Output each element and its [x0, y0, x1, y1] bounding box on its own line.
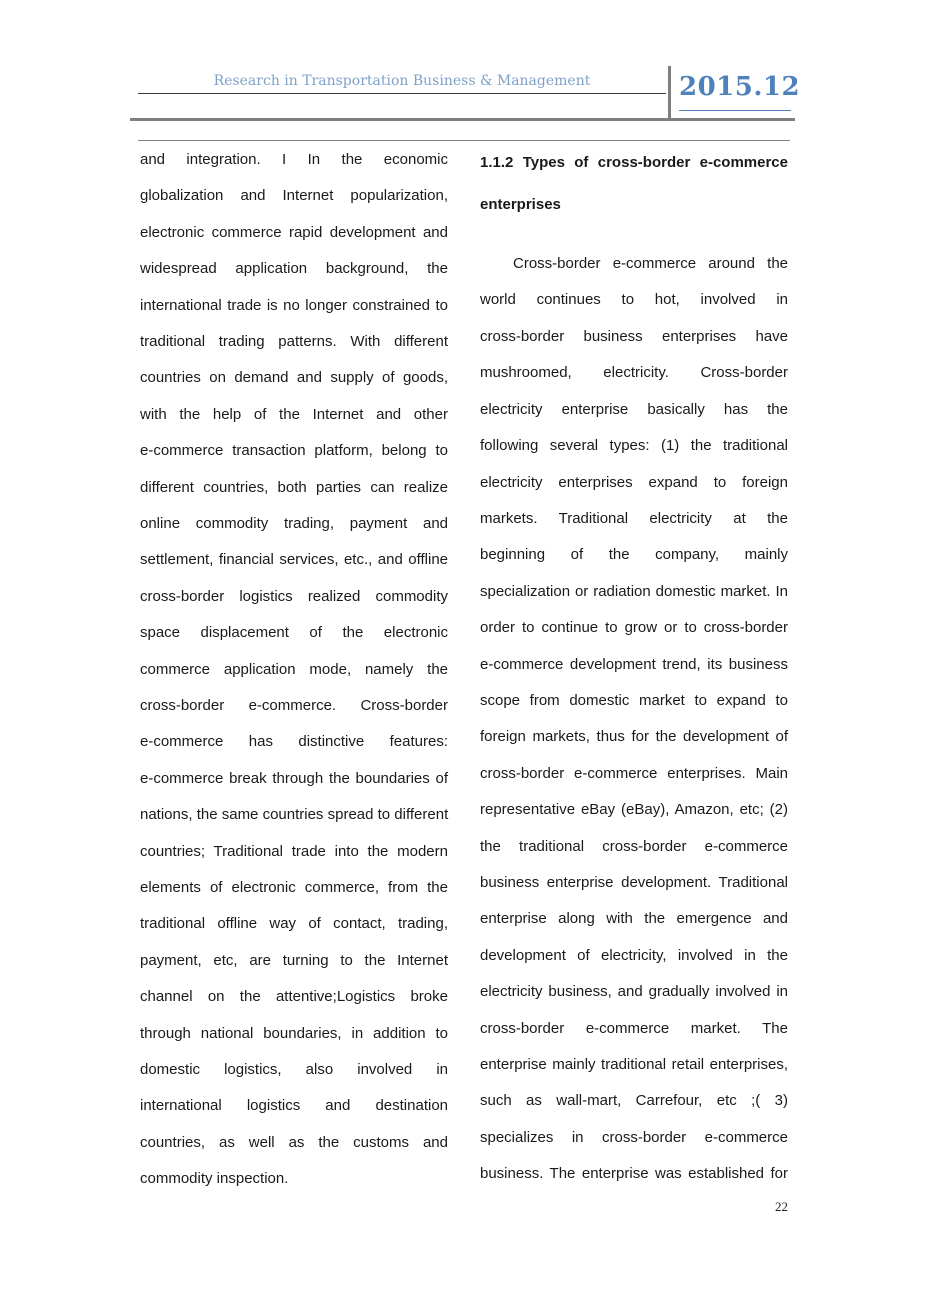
body-text-line: order to continue to grow or to cross-border	[480, 619, 788, 636]
body-text-line: enterprise along with the emergence and	[480, 910, 788, 927]
body-text-line: countries, as well as the customs and	[140, 1134, 448, 1151]
body-text-line: nations, the same countries spread to different	[140, 806, 449, 823]
body-text-line: commodity inspection.	[140, 1170, 289, 1187]
body-text-line: markets. Traditional electricity at the	[480, 510, 788, 527]
body-text-line: specializes in cross-border e-commerce	[480, 1129, 788, 1146]
body-text-line: international logistics and destination	[140, 1097, 448, 1114]
body-text-line: e-commerce has distinctive features:	[140, 733, 448, 750]
body-text-line: different countries, both parties can realize	[140, 479, 448, 496]
body-text-line: traditional trading patterns. With different	[140, 333, 448, 350]
body-text-line: channel on the attentive;Logistics broke	[140, 988, 448, 1005]
body-text-line: international trade is no longer constrained to	[140, 297, 448, 314]
body-text-line: business. The enterprise was established for	[480, 1165, 788, 1182]
header-rule	[138, 93, 666, 94]
body-text-line: Cross-border e-commerce around the	[513, 255, 788, 272]
body-text-line: business enterprise development. Traditional	[480, 874, 788, 891]
body-text-line: domestic logistics, also involved in	[140, 1061, 448, 1078]
body-text-line: enterprise mainly traditional retail enterprises,	[480, 1056, 788, 1073]
body-text-line: e-commerce development trend, its business	[480, 656, 788, 673]
body-text-line: electronic commerce rapid development and	[140, 224, 448, 241]
body-text-line: traditional offline way of contact, trading,	[140, 915, 448, 932]
journal-title: Research in Transportation Business & Management	[213, 73, 591, 89]
body-text-line: commerce application mode, namely the	[140, 661, 448, 678]
body-text-line: scope from domestic market to expand to	[480, 692, 788, 709]
body-text-line: following several types: (1) the traditional	[480, 437, 788, 454]
body-text-line: e-commerce break through the boundaries of	[140, 770, 448, 787]
body-text-line: representative eBay (eBay), Amazon, etc; (2)	[480, 801, 788, 818]
body-text-line: the traditional cross-border e-commerce	[480, 838, 788, 855]
body-text-line: countries; Traditional trade into the modern	[140, 843, 448, 860]
body-text-line: electricity enterprise basically has the	[480, 401, 788, 418]
section-heading: enterprises	[480, 196, 561, 213]
issue-date: 2015.12	[679, 72, 801, 102]
body-text-line: widespread application background, the	[140, 260, 448, 277]
body-text-line: electricity business, and gradually involved in	[480, 983, 788, 1000]
body-text-line: world continues to hot, involved in	[480, 291, 788, 308]
body-text-line: online commodity trading, payment and	[140, 515, 448, 532]
body-text-line: countries on demand and supply of goods,	[140, 369, 448, 386]
body-text-line: cross-border logistics realized commodity	[140, 588, 448, 605]
body-text-line: mushroomed, electricity. Cross-border	[480, 364, 788, 381]
body-text-line: development of electricity, involved in the	[480, 947, 788, 964]
body-text-line: electricity enterprises expand to foreign	[480, 474, 788, 491]
body-text-line: payment, etc, are turning to the Internet	[140, 952, 448, 969]
body-text-line: elements of electronic commerce, from the	[140, 879, 448, 896]
body-text-line: cross-border e-commerce enterprises. Main	[480, 765, 788, 782]
section-heading: 1.1.2 Types of cross-border e-commerce	[480, 154, 788, 171]
body-text-line: space displacement of the electronic	[140, 624, 448, 641]
page-number: 22	[775, 1199, 788, 1214]
body-text-line: cross-border e-commerce. Cross-border	[140, 697, 448, 714]
body-text-line: cross-border e-commerce market. The	[480, 1020, 788, 1037]
body-text-line: foreign markets, thus for the development of	[480, 728, 788, 745]
body-text-line: cross-border business enterprises have	[480, 328, 788, 345]
issue-date-underline	[679, 110, 791, 111]
body-text-line: through national boundaries, in addition to	[140, 1025, 448, 1042]
header-thick-rule	[130, 118, 795, 121]
body-text-line: beginning of the company, mainly	[480, 546, 788, 563]
body-text-line: such as wall-mart, Carrefour, etc ;( 3)	[480, 1092, 788, 1109]
body-text-line: specialization or radiation domestic market. In	[480, 583, 788, 600]
body-text-line: settlement, financial services, etc., and offline	[140, 551, 448, 568]
header-divider	[668, 66, 671, 120]
header-thin-rule	[138, 140, 790, 141]
body-text-line: with the help of the Internet and other	[140, 406, 448, 423]
body-text-line: e-commerce transaction platform, belong to	[140, 442, 448, 459]
body-text-line: globalization and Internet popularization,	[140, 187, 448, 204]
body-text-line: and integration. I In the economic	[140, 151, 448, 168]
